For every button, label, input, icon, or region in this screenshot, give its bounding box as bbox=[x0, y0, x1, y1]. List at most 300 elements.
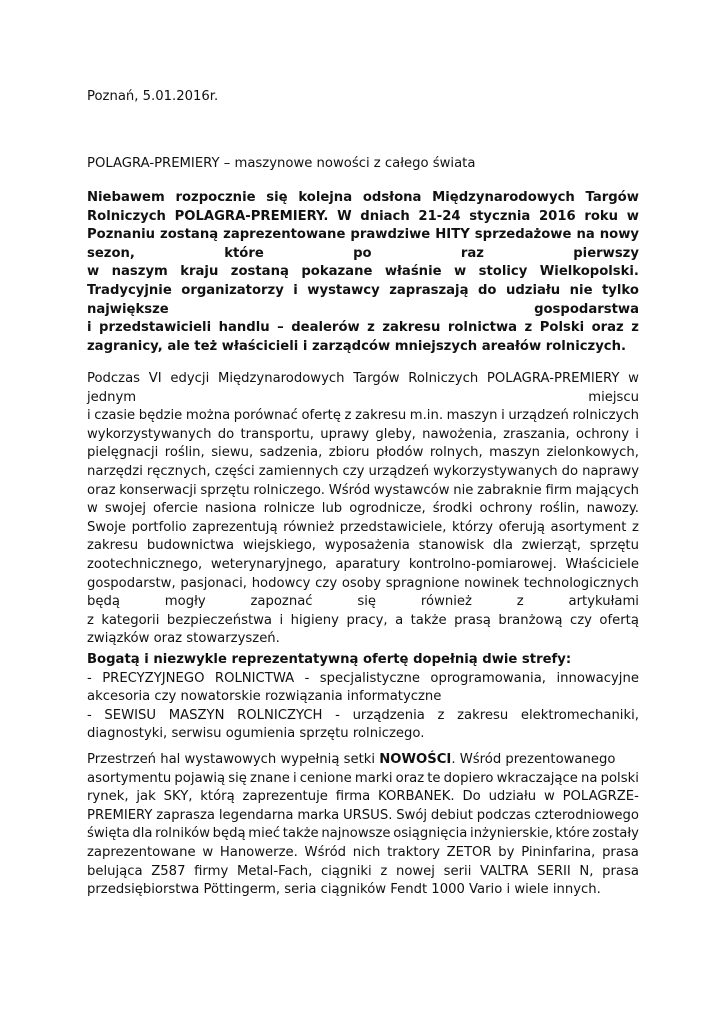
word: również bbox=[283, 519, 335, 535]
word: roślin, bbox=[539, 501, 580, 517]
word: nowinek bbox=[464, 575, 520, 591]
word: technologicznych bbox=[523, 575, 639, 591]
word: Niebawem bbox=[87, 190, 165, 205]
word: i bbox=[501, 408, 505, 424]
word: - bbox=[304, 670, 310, 686]
word: sadzenia, bbox=[259, 445, 323, 461]
paragraph-2-line bbox=[87, 612, 639, 630]
word: rynek, bbox=[87, 789, 129, 805]
word: debiut bbox=[430, 807, 473, 823]
word: W bbox=[337, 208, 352, 224]
word: zostaną bbox=[160, 227, 219, 243]
word: nich bbox=[352, 845, 381, 860]
word: rolniczych bbox=[572, 408, 639, 424]
word: oprogramowania, bbox=[430, 670, 546, 686]
word: MASZYN bbox=[168, 707, 225, 723]
word: zakresu bbox=[355, 408, 407, 424]
word: zakresu bbox=[87, 538, 139, 554]
word: siewu, bbox=[211, 445, 254, 461]
word: legendarna bbox=[218, 807, 294, 823]
word: środki bbox=[432, 501, 473, 517]
word: - bbox=[87, 670, 92, 686]
word: z bbox=[87, 612, 94, 628]
word: Wielkopolski. bbox=[539, 264, 639, 280]
word: wykorzystywanych bbox=[433, 464, 558, 479]
word: czy bbox=[315, 575, 338, 591]
word: będą bbox=[87, 594, 120, 610]
word: Międzynarodowych bbox=[217, 371, 345, 386]
word: zraszania, bbox=[503, 426, 570, 442]
word: SKY, bbox=[163, 789, 193, 805]
word: do bbox=[561, 464, 579, 479]
word: płodów bbox=[376, 445, 424, 461]
word: roślin, bbox=[164, 445, 205, 461]
word: sprzętu bbox=[589, 538, 639, 554]
word: w bbox=[87, 264, 100, 280]
word: portfolio bbox=[131, 519, 187, 535]
word: naprawy bbox=[582, 464, 639, 479]
paragraph-3-line: akcesoria czy nowatorskie rozwiązania informatyczne bbox=[87, 689, 442, 705]
word: URSUS. bbox=[342, 807, 393, 823]
word: Targów bbox=[353, 371, 400, 386]
word: Wśród bbox=[304, 845, 347, 860]
paragraph-1-line bbox=[87, 189, 639, 207]
word: jak bbox=[136, 789, 156, 805]
word: asortymentu bbox=[87, 770, 172, 786]
word: VI bbox=[148, 371, 162, 386]
word: zapraszają bbox=[389, 283, 469, 298]
word: rolników bbox=[155, 826, 211, 842]
word: Z587 bbox=[151, 863, 186, 879]
word: z bbox=[524, 320, 533, 336]
word: oraz bbox=[591, 320, 624, 336]
word: ogrodnicze, bbox=[349, 501, 426, 517]
word: rozpocznie bbox=[175, 190, 256, 205]
word: uprawy bbox=[320, 426, 370, 442]
word: nowy bbox=[599, 227, 639, 243]
word: budownictwa bbox=[146, 538, 235, 554]
word: także bbox=[410, 612, 447, 628]
word: firm bbox=[545, 482, 572, 498]
word: inżynierskie, bbox=[470, 826, 553, 842]
word: rolniczego. bbox=[253, 482, 325, 498]
word: ROLNICZYCH bbox=[237, 707, 323, 723]
word: kolejna bbox=[298, 190, 353, 205]
word: Pininfarina, bbox=[521, 845, 596, 860]
word: artykułami bbox=[568, 594, 639, 610]
document-subtitle: POLAGRA-PREMIERY – maszynowe nowości z całego świata bbox=[87, 156, 476, 171]
paragraph-2-line bbox=[87, 463, 639, 481]
word: z bbox=[344, 408, 352, 424]
word: innowacyjne bbox=[556, 670, 639, 686]
word: w bbox=[87, 501, 98, 517]
word: zamiennych bbox=[258, 464, 339, 479]
word: nowej bbox=[395, 863, 435, 879]
word: czy bbox=[569, 612, 592, 628]
word: najnowsze bbox=[321, 826, 391, 842]
word: prasa bbox=[602, 845, 639, 860]
word: Podczas bbox=[87, 371, 141, 386]
word: 21-24 bbox=[418, 208, 461, 224]
word: pasjonaci, bbox=[180, 575, 247, 591]
word: z bbox=[516, 594, 524, 610]
word: stanowisk bbox=[418, 538, 485, 554]
word: gleby, bbox=[375, 426, 416, 442]
word: Polski bbox=[539, 320, 585, 336]
word: gospodarstw, bbox=[87, 575, 176, 591]
word: N, bbox=[579, 863, 594, 879]
word: edycji bbox=[170, 371, 210, 386]
paragraph-1-line bbox=[87, 245, 639, 263]
word: udziału bbox=[505, 283, 561, 298]
word: Tradycyjnie bbox=[87, 283, 172, 298]
paragraph-2-line bbox=[87, 370, 639, 388]
word: pielęgnacji bbox=[87, 445, 159, 461]
word: zaprezentowane bbox=[223, 227, 346, 243]
word: miejscu bbox=[588, 389, 639, 405]
word: urządzeń bbox=[508, 408, 569, 424]
word: stolicy bbox=[478, 264, 528, 280]
word: asortyment bbox=[550, 519, 627, 535]
word: POLAGRA-PREMIERY. bbox=[174, 208, 329, 224]
emphasis: NOWOŚCI bbox=[379, 752, 452, 767]
word: zwierząt, bbox=[521, 538, 581, 554]
word: Poznaniu bbox=[87, 227, 155, 243]
word: Targów bbox=[585, 190, 639, 205]
word: polski bbox=[600, 770, 639, 786]
word: znane bbox=[250, 770, 290, 786]
word: POLAGRZE- bbox=[562, 789, 639, 805]
word: na bbox=[581, 770, 598, 786]
word: i bbox=[292, 770, 297, 786]
word: elektromechaniki, bbox=[520, 707, 639, 723]
word: na bbox=[576, 227, 595, 243]
word: m.in. bbox=[409, 408, 444, 424]
word: Do bbox=[462, 789, 481, 805]
word: swojej bbox=[104, 501, 146, 517]
paragraph-4-line bbox=[87, 807, 639, 825]
word: Właściciele bbox=[565, 557, 639, 572]
word: w bbox=[202, 845, 214, 860]
word: do bbox=[477, 283, 497, 298]
word: można bbox=[185, 408, 231, 424]
paragraph-2-line bbox=[87, 537, 639, 555]
word: ofercie bbox=[153, 501, 199, 517]
word: czterodniowego bbox=[534, 807, 639, 823]
word: dla bbox=[492, 538, 513, 554]
word: urządzeń bbox=[368, 464, 430, 479]
word: zapoznać bbox=[250, 594, 313, 610]
paragraph-1-line bbox=[87, 301, 639, 319]
word: zakresu bbox=[457, 707, 509, 723]
word: roku bbox=[584, 208, 619, 224]
paragraph-2-line: związków oraz stowarzyszeń. bbox=[87, 631, 280, 647]
word: gospodarstwa bbox=[534, 301, 639, 317]
word: Hanowerze. bbox=[219, 845, 298, 860]
word: wyposażenia bbox=[324, 538, 410, 554]
word: sezon, bbox=[87, 245, 135, 261]
word: raz bbox=[460, 245, 484, 261]
paragraph-4-line bbox=[87, 770, 639, 788]
word: z bbox=[631, 519, 639, 535]
word: oraz bbox=[87, 482, 116, 498]
word: którą bbox=[200, 789, 235, 805]
word: mieć bbox=[248, 826, 281, 842]
word: mających bbox=[575, 482, 639, 498]
word: serii bbox=[443, 863, 472, 879]
paragraph-3-line: Bogatą i niezwykle reprezentatywną ofertę dopełnią dwie strefy: bbox=[87, 652, 572, 667]
word: rolnych, bbox=[429, 445, 483, 461]
word: stycznia bbox=[469, 208, 531, 224]
word: przedstawicieli bbox=[99, 320, 212, 336]
word: porównać bbox=[233, 408, 298, 424]
word: w bbox=[454, 264, 467, 280]
word: się bbox=[357, 594, 377, 610]
paragraph-3-line bbox=[87, 707, 639, 725]
word: dealerów bbox=[291, 320, 360, 336]
word: i bbox=[293, 283, 298, 298]
word: zootechnicznego, bbox=[87, 557, 203, 572]
paragraph-4-line bbox=[87, 825, 639, 843]
word: nie bbox=[569, 283, 593, 298]
word: ofertą bbox=[599, 612, 639, 628]
paragraph-2-line bbox=[87, 575, 639, 593]
word: którzy bbox=[452, 519, 494, 535]
word: te bbox=[427, 770, 441, 786]
word: lub bbox=[321, 501, 343, 517]
word: podczas bbox=[476, 807, 531, 823]
word: i bbox=[87, 320, 92, 336]
word: sprzedażowe bbox=[474, 227, 572, 243]
word: firma bbox=[335, 789, 371, 805]
word: pokazane bbox=[301, 264, 373, 280]
word: firmy bbox=[194, 863, 229, 879]
word: Metal-Fach, bbox=[236, 863, 313, 879]
word: SERII bbox=[537, 863, 571, 879]
word: naszym bbox=[111, 264, 168, 280]
word: nawozy. bbox=[586, 501, 639, 517]
word: bezpieczeństwa bbox=[166, 612, 272, 628]
paragraph-2-line bbox=[87, 482, 639, 500]
word: Swój bbox=[396, 807, 428, 823]
word: zostały bbox=[592, 826, 639, 842]
word: kraju bbox=[180, 264, 219, 280]
paragraph-2-line bbox=[87, 444, 639, 462]
word: udziału bbox=[488, 789, 537, 805]
word: które bbox=[555, 826, 590, 842]
paragraph-3-line bbox=[87, 670, 639, 688]
word: VALTRA bbox=[480, 863, 529, 879]
paragraph-4-line: Przestrzeń hal wystawowych wypełnią setki NOWOŚCI. Wśród prezentowanego bbox=[87, 752, 616, 767]
word: pierwszy bbox=[573, 245, 639, 261]
word: PRECYZYJNEGO bbox=[102, 670, 205, 686]
word: rolnictwa bbox=[447, 320, 518, 336]
word: dniach bbox=[360, 208, 410, 224]
word: czasie bbox=[94, 408, 136, 424]
word: z bbox=[437, 707, 445, 723]
word: w bbox=[628, 371, 639, 386]
word: osiągnięcia bbox=[393, 826, 468, 842]
word: również bbox=[420, 594, 472, 610]
word: Swoje bbox=[87, 519, 127, 535]
paragraph-4-line: przedsiębiorstwa Pöttingerm, seria ciągników Fendt 1000 Vario i wiele innych. bbox=[87, 882, 601, 898]
word: cenione bbox=[299, 770, 352, 786]
word: zbioru bbox=[328, 445, 370, 461]
word: zabraknie bbox=[477, 482, 542, 498]
paragraph-2-line bbox=[87, 519, 639, 537]
word: części bbox=[214, 464, 255, 479]
word: marki bbox=[354, 770, 393, 786]
paragraph-4-line bbox=[87, 844, 639, 862]
word: wykorzystywanych bbox=[87, 426, 212, 442]
word: wystawcy bbox=[307, 283, 380, 298]
word: rolnicze bbox=[263, 501, 315, 517]
paragraph-1-line bbox=[87, 263, 639, 281]
word: nasiona bbox=[205, 501, 257, 517]
word: aparatury bbox=[335, 557, 401, 572]
word: – bbox=[277, 320, 284, 336]
word: z bbox=[380, 863, 388, 879]
word: wiejskiego, bbox=[242, 538, 317, 554]
word: Wśród bbox=[328, 482, 371, 498]
word: SEWISU bbox=[104, 707, 157, 723]
word: nawożenia, bbox=[422, 426, 497, 442]
paragraph-3-line: diagnostyki, serwisu ogumienia sprzętu rolniczego. bbox=[87, 726, 425, 742]
word: dla bbox=[132, 826, 153, 842]
word: a bbox=[395, 612, 404, 628]
word: ZETOR bbox=[446, 845, 492, 860]
word: właśnie bbox=[384, 264, 442, 280]
word: czy bbox=[342, 464, 365, 479]
word: maszyn bbox=[489, 445, 541, 461]
paragraph-4-line bbox=[87, 863, 639, 881]
word: traktory bbox=[387, 845, 440, 860]
paragraph-1-line bbox=[87, 319, 639, 337]
word: higieny bbox=[290, 612, 339, 628]
paragraph-2-line bbox=[87, 500, 639, 518]
word: maszyn bbox=[446, 408, 498, 424]
word: konserwacji bbox=[119, 482, 197, 498]
word: zaprezentują bbox=[192, 519, 278, 535]
word: i bbox=[87, 408, 91, 424]
word: marka bbox=[297, 807, 340, 823]
word: w bbox=[543, 789, 555, 805]
word: prasa bbox=[602, 863, 639, 879]
word: dopiero bbox=[443, 770, 494, 786]
word: pracy, bbox=[346, 612, 388, 628]
word: PREMIERY bbox=[87, 807, 153, 823]
word: belująca bbox=[87, 863, 143, 879]
paragraph-2-line bbox=[87, 407, 639, 425]
word: urządzenia bbox=[352, 707, 425, 723]
word: zaprezentuje bbox=[242, 789, 328, 805]
word: do bbox=[217, 426, 235, 442]
word: się bbox=[266, 190, 288, 205]
word: zielonkowych, bbox=[546, 445, 639, 461]
word: kategorii bbox=[101, 612, 160, 628]
word: wystawców bbox=[373, 482, 450, 498]
word: weterynaryjnego, bbox=[210, 557, 327, 572]
word: jednym bbox=[87, 389, 137, 405]
word: Rolniczych bbox=[87, 208, 166, 224]
paragraph-2-line bbox=[87, 426, 639, 444]
word: z bbox=[631, 320, 639, 336]
word: transportu, bbox=[240, 426, 314, 442]
paragraph-1-line bbox=[87, 282, 639, 300]
word: narzędzi bbox=[87, 464, 143, 479]
word: zaprezentowane bbox=[87, 845, 196, 860]
word: kontrolno-pomiarowej. bbox=[408, 557, 557, 572]
word: hodowcy bbox=[251, 575, 311, 591]
word: oraz bbox=[395, 770, 425, 786]
word: - bbox=[87, 707, 92, 723]
word: zostaną bbox=[230, 264, 289, 280]
word: największe bbox=[87, 301, 169, 317]
word: ofertę bbox=[301, 408, 341, 424]
word: przedstawiciele, bbox=[339, 519, 447, 535]
word: KORBANEK. bbox=[378, 789, 455, 805]
word: ochrony bbox=[479, 501, 533, 517]
document-date: Poznań, 5.01.2016r. bbox=[87, 89, 219, 104]
paragraph-4-line bbox=[87, 788, 639, 806]
word: mogły bbox=[164, 594, 206, 610]
word: - bbox=[335, 707, 340, 723]
word: HITY bbox=[435, 227, 470, 243]
word: święta bbox=[87, 826, 130, 842]
word: nie bbox=[453, 482, 474, 498]
word: zakresu bbox=[382, 320, 441, 336]
word: branżową bbox=[498, 612, 563, 628]
word: ciągniki bbox=[321, 863, 372, 879]
paragraph-2-line bbox=[87, 593, 639, 611]
word: ROLNICTWA bbox=[214, 670, 295, 686]
word: się bbox=[228, 770, 247, 786]
word: spragnione bbox=[385, 575, 460, 591]
word: będą bbox=[212, 826, 246, 842]
paragraph-2-line bbox=[87, 389, 639, 407]
word: sprzętu bbox=[200, 482, 250, 498]
paragraph-2-line bbox=[87, 556, 639, 574]
word: prawdziwe bbox=[350, 227, 431, 243]
word: specjalistyczne bbox=[319, 670, 420, 686]
paragraph-1-line bbox=[87, 226, 639, 244]
word: ręcznych, bbox=[146, 464, 211, 479]
word: po bbox=[353, 245, 372, 261]
word: zaprasza bbox=[156, 807, 215, 823]
paragraph-1-line bbox=[87, 208, 639, 226]
word: które bbox=[224, 245, 264, 261]
word: wkraczające bbox=[496, 770, 578, 786]
word: i bbox=[635, 426, 639, 442]
word: ochrony bbox=[575, 426, 629, 442]
word: odsłona bbox=[362, 190, 422, 205]
word: z bbox=[367, 320, 375, 336]
word: Rolniczych bbox=[408, 371, 479, 386]
word: także bbox=[282, 826, 319, 842]
word: handlu bbox=[218, 320, 270, 336]
word: 2016 bbox=[538, 208, 576, 224]
word: tylko bbox=[602, 283, 639, 298]
word: i bbox=[279, 612, 284, 628]
word: organizatorzy bbox=[181, 283, 284, 298]
word: prasą bbox=[454, 612, 491, 628]
word: POLAGRA-PREMIERY bbox=[486, 371, 620, 386]
word: by bbox=[498, 845, 515, 860]
word: osoby bbox=[341, 575, 382, 591]
word: pojawią bbox=[174, 770, 226, 786]
word: oferują bbox=[498, 519, 545, 535]
word: Międzynarodowych bbox=[432, 190, 575, 205]
